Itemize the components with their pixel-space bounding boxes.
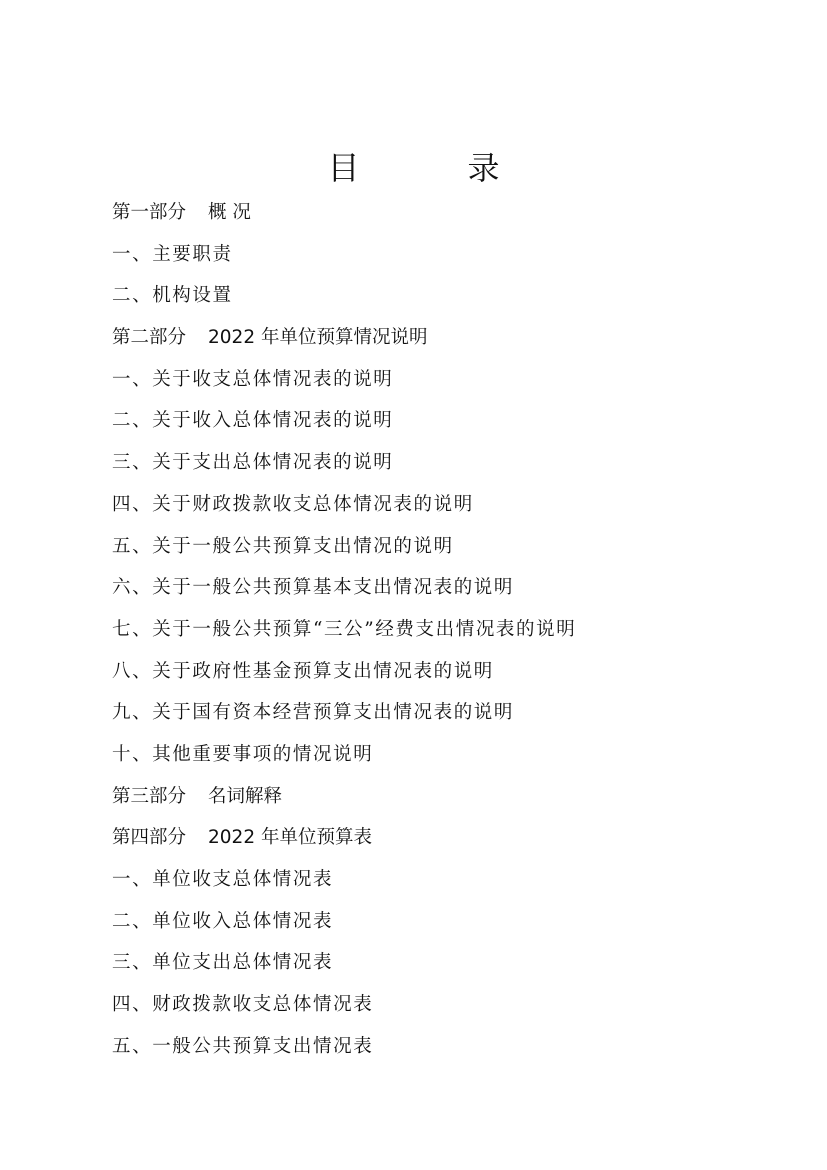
toc-part-label: 第一部分: [112, 202, 187, 223]
toc-item[interactable]: 五、一般公共预算支出情况表: [112, 1035, 374, 1057]
toc-item[interactable]: 二、单位收入总体情况表: [112, 910, 334, 932]
toc-item[interactable]: 六、关于一般公共预算基本支出情况表的说明: [112, 577, 515, 599]
toc-item[interactable]: 一、单位收支总体情况表: [112, 869, 334, 890]
toc-item[interactable]: 四、财政拨款收支总体情况表: [112, 994, 374, 1016]
page-title: 目 录: [327, 149, 538, 187]
toc-part-4[interactable]: [112, 824, 752, 866]
toc-part-3[interactable]: [112, 783, 752, 825]
toc-part-label: 第三部分: [112, 785, 187, 807]
toc-part-title: 2022 年单位预算表: [208, 827, 372, 849]
toc-item[interactable]: 一、关于收支总体情况表的说明: [112, 368, 394, 390]
toc-item[interactable]: 一、主要职责: [112, 243, 233, 265]
toc-item[interactable]: 五、关于一般公共预算支出情况的说明: [112, 535, 454, 557]
toc-item[interactable]: 十、其他重要事项的情况说明: [112, 743, 374, 765]
toc-item[interactable]: 八、关于政府性基金预算支出情况表的说明: [112, 660, 494, 682]
toc-part-2[interactable]: [112, 324, 752, 366]
toc-part-label: 第四部分: [112, 827, 187, 849]
table-of-contents: [112, 199, 752, 1074]
toc-item[interactable]: 七、关于一般公共预算“三公”经费支出情况表的说明: [112, 618, 577, 640]
toc-part-title: 名词解释: [208, 785, 283, 807]
toc-item[interactable]: 二、机构设置: [112, 285, 233, 307]
toc-item[interactable]: 三、关于支出总体情况表的说明: [112, 452, 394, 474]
toc-part-title: 2022 年单位预算情况说明: [208, 327, 428, 349]
toc-item[interactable]: 九、关于国有资本经营预算支出情况表的说明: [112, 702, 515, 724]
toc-item[interactable]: 四、关于财政拨款收支总体情况表的说明: [112, 493, 474, 515]
toc-part-title: 概 况: [208, 202, 251, 223]
toc-item[interactable]: 二、关于收入总体情况表的说明: [112, 410, 394, 432]
toc-part-1[interactable]: [112, 199, 752, 241]
toc-part-label: 第二部分: [112, 327, 187, 349]
toc-item[interactable]: 三、单位支出总体情况表: [112, 952, 334, 974]
